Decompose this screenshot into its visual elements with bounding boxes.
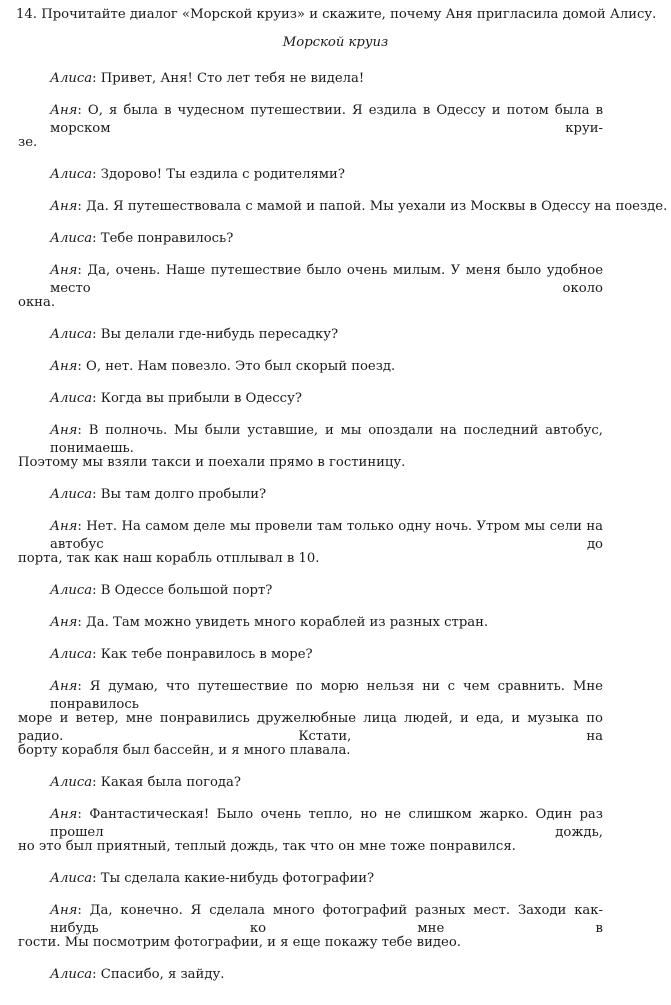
dialogue-line [50,102,603,138]
speaker-separator: : [77,359,82,374]
speech-text: Я думаю, что путешествие по морю нельзя ни с чем сравнить. Мне понравилось [50,679,603,712]
dialogue-continuation-line: Поэтому мы взяли такси и поехали прямо в гостиницу. [18,455,406,470]
dialogue-line [50,678,603,714]
dialogue-line [50,966,224,984]
dialogue-line [50,166,345,184]
dialogue-continuation-line: море и ветер, мне понравились дружелюбные лица людей, и еда, и музыка по радио. Кстати, на [18,711,603,744]
dialogue-continuation-line: зе. [18,135,38,150]
speech-text: Ты сделала какие-нибудь фотографии? [96,871,375,886]
task-header [16,6,661,24]
speaker-name: Алиса [50,391,93,406]
speech-text: В полночь. Мы были уставшие, и мы опоздали на последний автобус, понимаешь. [50,423,603,456]
speech-text: В Одессе большой порт? [96,583,273,598]
task-number: 14. [16,7,37,22]
speaker-name: Аня [50,615,78,630]
dialogue-line [50,230,233,248]
speech-text: Да, конечно. Я сделала много фотографий разных мест. Заходи как-нибудь ко мне в [50,903,603,936]
speech-text: Здорово! Ты ездила с родителями? [96,167,345,182]
speech-text: Какая была погода? [96,775,241,790]
speech-text: Как тебе понравилось в море? [96,647,313,662]
dialogue-line [50,326,338,344]
speaker-separator: : [92,391,97,406]
dialogue-line [50,518,603,554]
speaker-separator: : [92,487,97,502]
dialogue-line [50,614,488,632]
dialogue-line [50,646,313,664]
speaker-name: Алиса [50,583,93,598]
dialogue-line [50,486,266,504]
dialogue-continuation-line: но это был приятный, теплый дождь, так что он мне тоже понравился. [18,839,516,854]
speaker-separator: : [92,71,97,86]
speaker-name: Алиса [50,71,93,86]
dialogue-line [50,870,374,888]
dialogue-title: Морской круиз [282,35,389,50]
speaker-separator: : [92,231,97,246]
dialogue-line [50,70,364,88]
speaker-name: Аня [50,903,78,918]
speaker-separator: : [92,327,97,342]
dialogue-continuation-line: окна. [18,295,56,310]
speech-text: Да, очень. Наше путешествие было очень милым. У меня было удобное место около [50,263,603,296]
speaker-separator: : [77,199,82,214]
speech-text: Тебе понравилось? [96,231,234,246]
speech-text: Вы делали где-нибудь пересадку? [96,327,339,342]
speaker-name: Алиса [50,967,93,982]
speaker-name: Аня [50,103,78,118]
speaker-separator: : [77,103,82,118]
dialogue-continuation-line: гости. Мы посмотрим фотографии, и я еще покажу тебе видео. [18,935,461,950]
speaker-separator: : [77,263,82,278]
dialogue-line [50,262,603,298]
speech-text: Когда вы прибыли в Одессу? [96,391,302,406]
speaker-name: Алиса [50,167,93,182]
speaker-name: Аня [50,519,78,534]
speaker-separator: : [92,775,97,790]
speaker-separator: : [77,615,82,630]
dialogue-line [50,390,302,408]
speaker-separator: : [92,583,97,598]
speech-text: О, я была в чудесном путешествии. Я ездила в Одессу и потом была в морском круи- [50,103,603,136]
speaker-separator: : [77,807,82,822]
dialogue-line [50,902,603,938]
speech-text: О, нет. Нам повезло. Это был скорый поезд. [81,359,396,374]
speaker-separator: : [92,871,97,886]
dialogue-line [50,806,603,842]
dialogue-continuation-line: порта, так как наш корабль отплывал в 10. [18,551,320,566]
dialogue-continuation-line: борту корабля был бассейн, и я много плавала. [18,743,351,758]
speaker-name: Аня [50,199,78,214]
speaker-separator: : [77,903,82,918]
speaker-separator: : [77,423,82,438]
dialogue-line [50,422,603,458]
speaker-separator: : [92,967,97,982]
speaker-separator: : [92,167,97,182]
dialogue-line [50,774,241,792]
speaker-name: Алиса [50,871,93,886]
speech-text: Да. Я путешествовала с мамой и папой. Мы уехали из Москвы в Одессу на поезде. [81,199,668,214]
speech-text: Нет. На самом деле мы провели там только одну ночь. Утром мы сели на автобус до [50,519,603,552]
dialogue-line [50,582,272,600]
speaker-name: Алиса [50,647,93,662]
speaker-name: Аня [50,807,78,822]
task-instruction: Прочитайте диалог «Морской круиз» и скажите, почему Аня пригласила домой Алису. [41,7,657,22]
speech-text: Привет, Аня! Сто лет тебя не видела! [96,71,365,86]
speaker-separator: : [77,519,82,534]
speaker-name: Аня [50,679,78,694]
dialogue-line [50,198,667,216]
speaker-name: Алиса [50,327,93,342]
speaker-name: Алиса [50,775,93,790]
speech-text: Спасибо, я зайду. [96,967,225,982]
speech-text: Фантастическая! Было очень тепло, но не слишком жарко. Один раз прошел дождь, [50,807,603,840]
dialogue-line [50,358,395,376]
speaker-name: Алиса [50,487,93,502]
speaker-name: Аня [50,263,78,278]
speaker-name: Алиса [50,231,93,246]
speech-text: Вы там долго пробыли? [96,487,267,502]
speaker-name: Аня [50,359,78,374]
speaker-name: Аня [50,423,78,438]
speaker-separator: : [77,679,82,694]
speaker-separator: : [92,647,97,662]
speech-text: Да. Там можно увидеть много кораблей из разных стран. [81,615,489,630]
